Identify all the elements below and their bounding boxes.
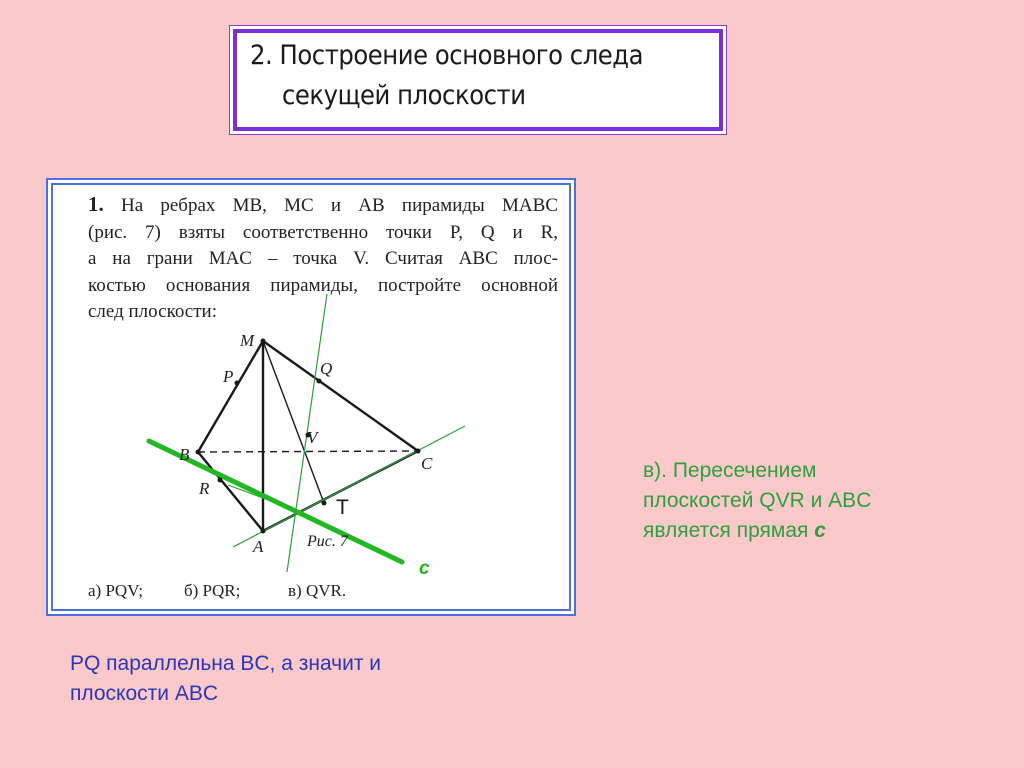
answer-option-a: а) PQV;: [88, 581, 143, 600]
answer-option-c: в) QVR.: [288, 581, 347, 600]
point-C: [416, 449, 421, 454]
bottom-note: [70, 649, 490, 709]
cevian-MV: [263, 341, 324, 503]
edge-BC-hidden: [198, 451, 418, 452]
point-A: [261, 529, 266, 534]
slide-title-line-2: секущей плоскости: [282, 80, 526, 111]
bottom-note-line-1: PQ параллельна BC, а значит и: [70, 652, 382, 675]
problem-line-5: след плоскости:: [88, 301, 217, 322]
label-V: V: [307, 428, 318, 447]
label-M: M: [240, 331, 255, 350]
bottom-note-line-2: плоскости ABC: [70, 682, 219, 705]
label-R: R: [199, 479, 210, 498]
label-Q: Q: [320, 359, 333, 378]
slide-title-line-1: 2. Построение основного следа: [250, 40, 644, 71]
pyramid-diagram: [48, 180, 574, 614]
problem-line-4: костью основания пирамиды, постройте основной: [88, 274, 558, 296]
point-T: [322, 501, 327, 506]
side-note-line-3-text: является прямая: [643, 519, 815, 542]
point-P: [235, 381, 240, 386]
problem-number: 1.: [88, 192, 104, 216]
label-C: C: [421, 454, 433, 473]
label-A: A: [253, 537, 264, 556]
answer-options: [88, 581, 346, 601]
edge-MB: [198, 341, 263, 452]
side-note-line-3: [643, 516, 973, 546]
answer-option-b: б) PQR;: [184, 581, 241, 600]
problem-box: [46, 178, 576, 616]
slide-title-box: [229, 25, 727, 135]
edge-MC: [263, 341, 418, 451]
problem-line-2: (рис. 7) взяты соответственно точки P, Q и R,: [88, 221, 558, 243]
figure-caption: Рис. 7: [307, 533, 348, 550]
label-P: P: [223, 367, 234, 386]
problem-line-3: а на грани MAC – точка V. Считая ABC плос-: [88, 248, 558, 269]
label-T: T: [336, 496, 349, 519]
side-note: [643, 456, 973, 546]
point-B: [196, 450, 201, 455]
label-B: B: [179, 445, 190, 464]
side-note-line-letter: c: [814, 519, 826, 542]
point-M: [261, 339, 266, 344]
point-R: [218, 478, 223, 483]
point-Q: [317, 379, 322, 384]
construction-line-AC-extended: [233, 426, 465, 547]
trace-label-c: c: [419, 558, 430, 579]
side-note-line-2: плоскостей QVR и ABC: [643, 489, 872, 512]
problem-line-1-text: На ребрах MB, MC и AB пирамиды MABC: [120, 195, 558, 216]
side-note-line-1: в). Пересечением: [643, 459, 817, 482]
